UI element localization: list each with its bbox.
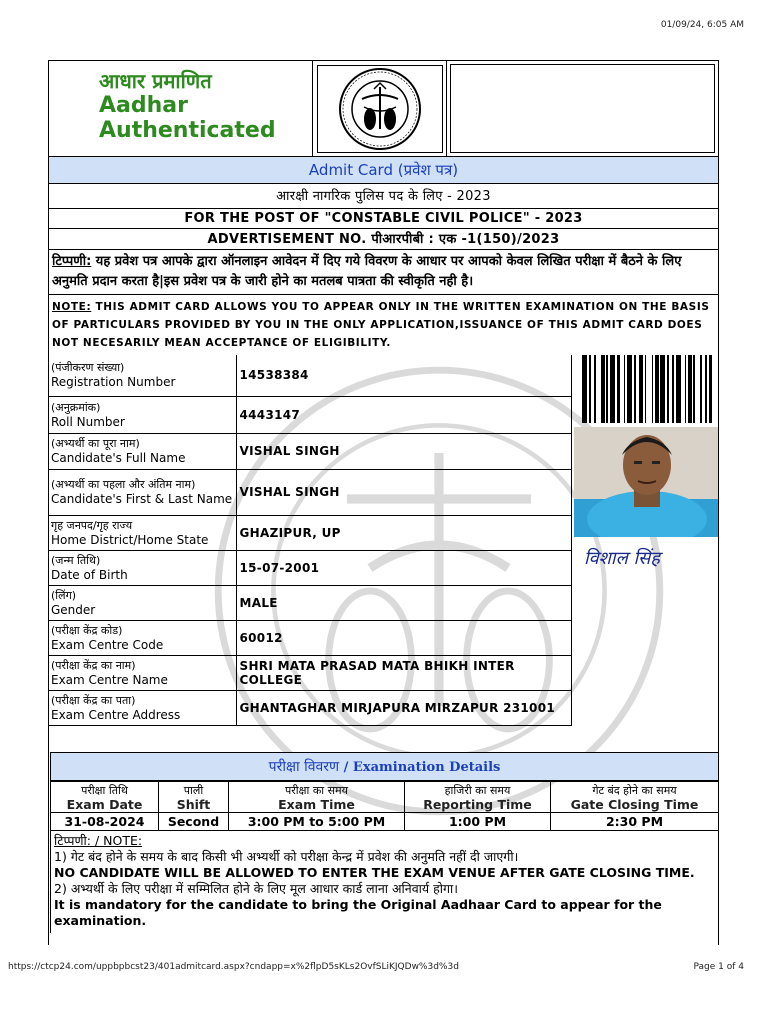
detail-value: SHRI MATA PRASAD MATA BHIKH INTER COLLEGE: [236, 655, 572, 690]
detail-label-en: Exam Centre Name: [51, 672, 168, 687]
exam-header-cell: [405, 782, 551, 813]
post-title-hi: आरक्षी नागरिक पुलिस पद के लिए - 2023: [49, 184, 718, 209]
examination-details: [50, 752, 719, 933]
exam-header-en: Shift: [176, 797, 211, 812]
detail-label-hi: (पंजीकरण संख्या): [51, 361, 125, 375]
signature-text: विशाल सिंह: [584, 548, 660, 569]
exam-value-cell: 1:00 PM: [405, 813, 551, 831]
detail-label-en: Roll Number: [51, 414, 125, 429]
exam-value-cell: Second: [159, 813, 229, 831]
detail-row: [49, 355, 572, 396]
note-hi-text: यह प्रवेश पत्र आपके द्वारा ऑनलाइन आवेदन में दिए गये विवरण के आधार पर आपको केवल लिखित परीक्षा में बैठने के लिए अनुमति प्रदान करता है|इस प्रवेश पत्र के जारी होने का मतलब पात्रता की स्वीकृति नही है।: [52, 254, 682, 289]
detail-row: [49, 515, 572, 550]
police-board-logo: [338, 67, 422, 151]
inst-1-hi: गेट बंद होने के समय के बाद किसी भी अभ्यर्थी को परीक्षा केन्द्र में प्रवेश की अनुमति नहीं दी जाएगी।: [66, 849, 519, 864]
exam-instructions: [50, 831, 719, 933]
exam-header-cell: [159, 782, 229, 813]
detail-value: GHAZIPUR, UP: [236, 515, 572, 550]
detail-label: [49, 396, 236, 433]
empty-header-box: [450, 64, 715, 153]
print-page-number: Page 1 of 4: [693, 962, 744, 972]
detail-row: [49, 396, 572, 433]
detail-label-en: Registration Number: [51, 375, 176, 390]
print-datetime: 01/09/24, 6:05 AM: [660, 20, 744, 30]
detail-value: 4443147: [236, 396, 572, 433]
aadhar-en-line1: Aadhar: [99, 93, 188, 118]
print-url: https://ctcp24.com/uppbpbcst23/401admitcard.aspx?cndapp=x%2flpD5sKLs2OvfSLiKJQDw%3d%3d: [8, 962, 459, 972]
exam-header-hi: हाजिरी का समय: [444, 784, 511, 797]
aadhar-hi: आधार प्रमाणित: [99, 69, 212, 93]
candidate-signature: [576, 540, 716, 576]
detail-label-hi: (परीक्षा केंद्र कोड): [51, 623, 123, 637]
detail-label-hi: गृह जनपद/गृह राज्य: [51, 518, 133, 532]
detail-label-en: Date of Birth: [51, 567, 128, 582]
exam-title-en: / Examination Details: [339, 760, 501, 775]
inst-1-num: 1): [54, 849, 67, 864]
detail-label: [49, 355, 236, 396]
exam-details-title: [50, 752, 719, 781]
detail-label-hi: (अभ्यर्थी का पहला और अंतिम नाम): [51, 478, 196, 491]
post-title-en: FOR THE POST OF "CONSTABLE CIVIL POLICE" - 2023: [49, 209, 718, 229]
detail-label-en: Home District/Home State: [51, 532, 209, 547]
exam-header-en: Gate Closing Time: [570, 797, 699, 812]
exam-value-cell: 31-08-2024: [51, 813, 159, 831]
detail-row: [49, 469, 572, 515]
barcode: [582, 355, 718, 423]
detail-label-en: Exam Centre Code: [51, 637, 164, 652]
exam-header-cell: [229, 782, 405, 813]
exam-details-table: [50, 781, 719, 831]
detail-label: [49, 515, 236, 550]
detail-value: 60012: [236, 620, 572, 655]
note-hindi: [49, 250, 718, 295]
detail-row: [49, 690, 572, 725]
exam-header-en: Exam Date: [66, 797, 143, 812]
exam-header-hi: गेट बंद होने का समय: [592, 784, 677, 797]
detail-label: [49, 469, 236, 515]
note-en-text: THIS ADMIT CARD ALLOWS YOU TO APPEAR ONLY IN THE WRITTEN EXAMINATION ON THE BASIS OF PARTICULARS PROVIDED BY YOU IN THE ONLY APPLICATION,ISSUANCE OF THIS ADMIT CARD DOES NOT NECESARILY MEAN ACCEPTANCE OF ELIGIBILITY.: [52, 301, 710, 349]
note-en-label: NOTE:: [52, 301, 92, 313]
detail-row: [49, 550, 572, 585]
detail-label-en: Candidate's Full Name: [51, 451, 186, 465]
admit-card-title: Admit Card (प्रवेश पत्र): [49, 157, 718, 184]
detail-value: VISHAL SINGH: [236, 433, 572, 469]
exam-header-cell: [551, 782, 719, 813]
advertisement-number: ADVERTISEMENT NO. पीआरपीबी : एक -1(150)/2023: [49, 229, 718, 250]
note-hi-label: टिप्पणी:: [52, 254, 92, 269]
note-english: [49, 295, 718, 355]
detail-value: 15-07-2001: [236, 550, 572, 585]
detail-label: [49, 620, 236, 655]
detail-label: [49, 585, 236, 620]
detail-row: [49, 620, 572, 655]
detail-label-en: Gender: [51, 602, 96, 617]
detail-label-hi: (परीक्षा केंद्र का पता): [51, 693, 136, 707]
inst-1-en: NO CANDIDATE WILL BE ALLOWED TO ENTER THE EXAM VENUE AFTER GATE CLOSING TIME.: [54, 865, 695, 880]
detail-label: [49, 655, 236, 690]
aadhar-en-line2: Authenticated: [99, 118, 276, 143]
detail-label-en: Candidate's First & Last Name: [51, 492, 233, 506]
detail-value: GHANTAGHAR MIRJAPURA MIRZAPUR 231001: [236, 690, 572, 725]
detail-label-hi: (अभ्यर्थी का पूरा नाम): [51, 437, 140, 450]
detail-label-hi: (लिंग): [51, 588, 77, 602]
detail-value: VISHAL SINGH: [236, 469, 572, 515]
detail-label-en: Exam Centre Address: [51, 707, 181, 722]
inst-2-num: 2): [54, 881, 67, 896]
exam-header-en: Reporting Time: [423, 797, 532, 812]
detail-label: [49, 690, 236, 725]
detail-row: [49, 655, 572, 690]
exam-header-en: Exam Time: [278, 797, 355, 812]
exam-header-hi: पाली: [183, 784, 204, 797]
exam-header-hi: परीक्षा तिथि: [81, 784, 128, 797]
detail-label-hi: (परीक्षा केंद्र का नाम): [51, 658, 136, 672]
candidate-details-table: [49, 355, 572, 726]
inst-2-en: It is mandatory for the candidate to bring the Original Aadhaar Card to appear for the examination.: [54, 897, 662, 928]
detail-row: [49, 585, 572, 620]
inst-2-hi: अभ्यर्थी के लिए परीक्षा में सम्मिलित होने के लिए मूल आधार कार्ड लाना अनिवार्य होगा।: [66, 881, 459, 896]
exam-value-cell: 3:00 PM to 5:00 PM: [229, 813, 405, 831]
detail-row: [49, 433, 572, 469]
aadhar-authenticated: [49, 61, 313, 156]
candidate-photo: [574, 427, 719, 537]
detail-label: [49, 550, 236, 585]
exam-title-hi: परीक्षा विवरण: [268, 759, 340, 775]
detail-value: MALE: [236, 585, 572, 620]
exam-header-cell: [51, 782, 159, 813]
exam-header-hi: परीक्षा का समय: [284, 784, 349, 797]
instructions-label: टिप्पणी: / NOTE:: [54, 833, 143, 848]
detail-value: 14538384: [236, 355, 572, 396]
detail-label: [49, 433, 236, 469]
detail-label-hi: (जन्म तिथि): [51, 553, 101, 567]
detail-label-hi: (अनुक्रमांक): [51, 400, 101, 414]
exam-value-cell: 2:30 PM: [551, 813, 719, 831]
